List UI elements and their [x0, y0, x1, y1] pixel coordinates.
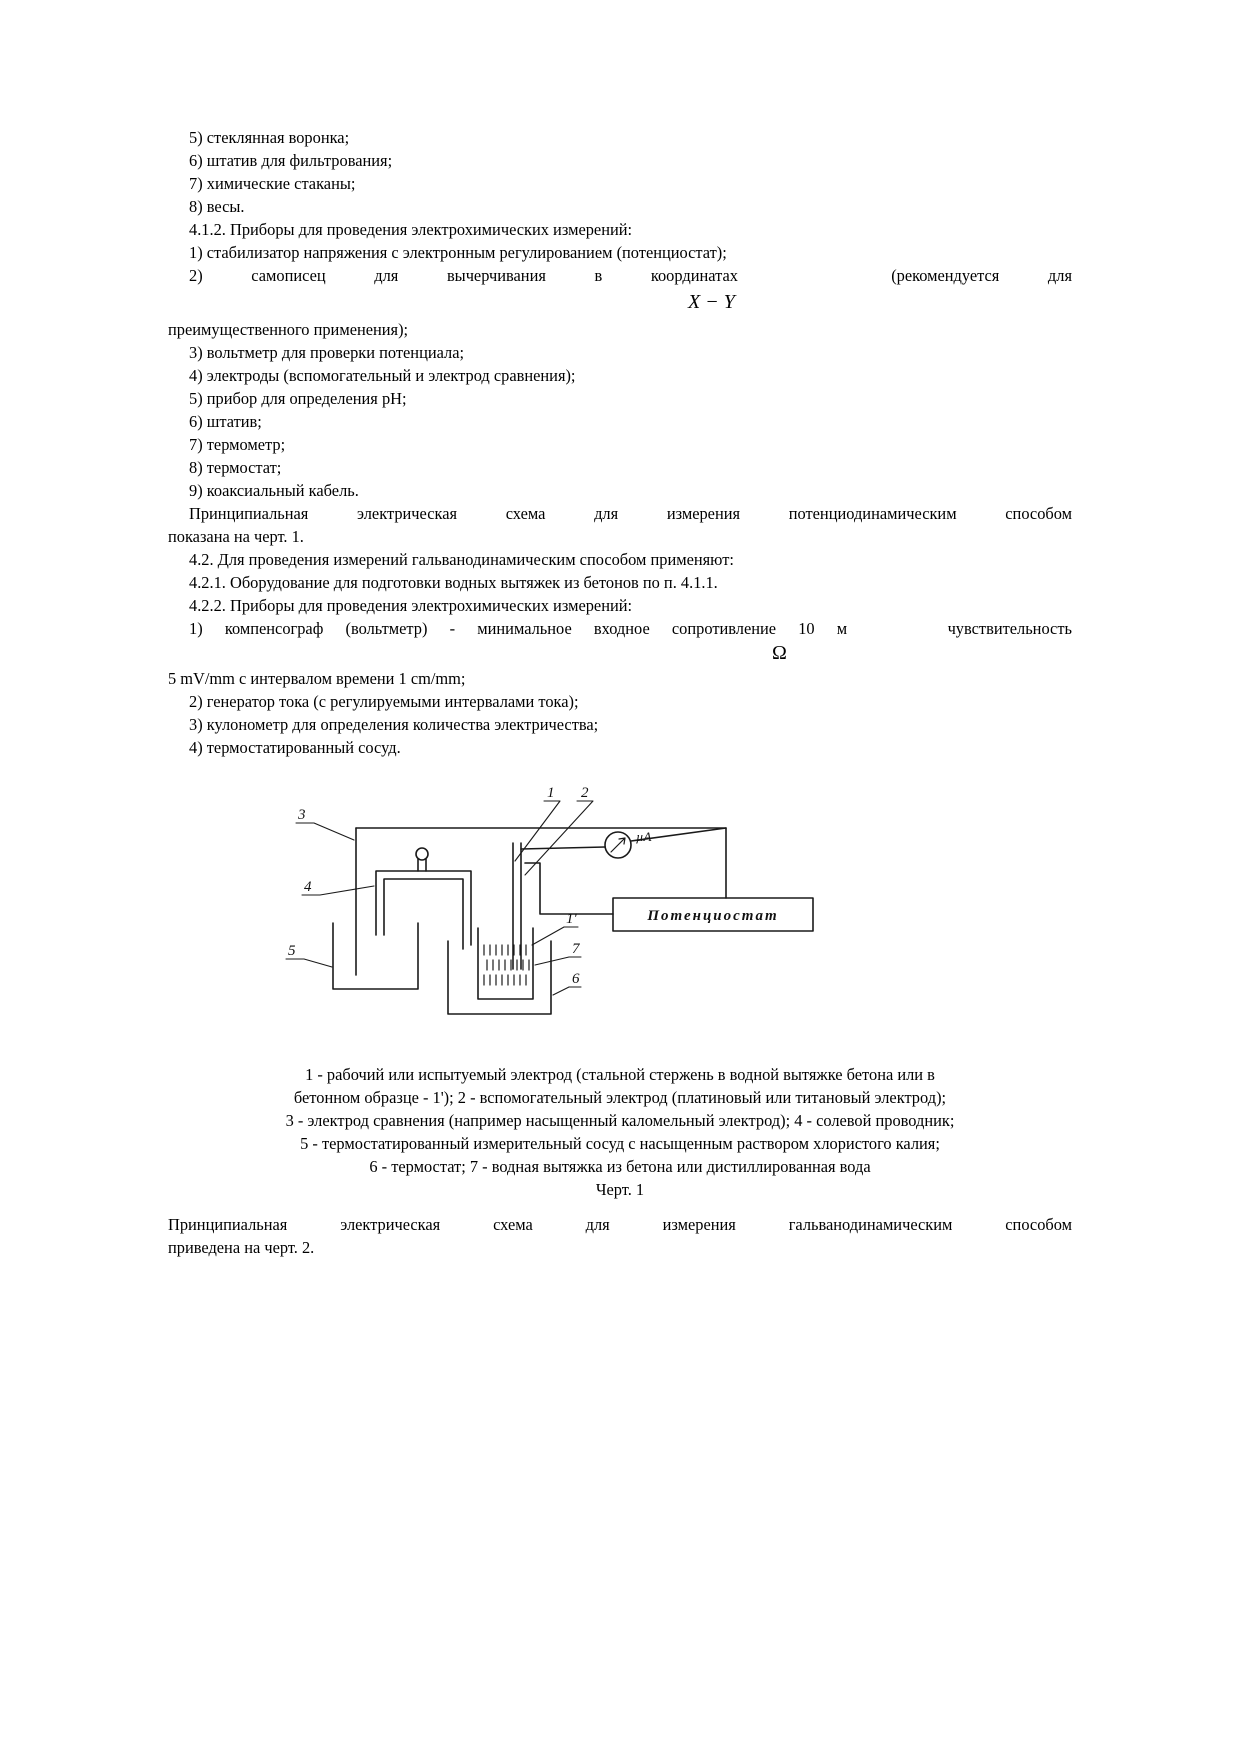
salt-bridge-outer: [376, 871, 471, 945]
text-line: 9) коаксиальный кабель.: [189, 481, 359, 500]
figure-caption: [168, 1063, 1072, 1201]
formula-xy: X − Y: [688, 291, 735, 313]
text-segment: 2) самописец для вычерчивания в координатах: [189, 266, 738, 285]
caption-line: 5 - термостатированный измерительный сосуд с насыщенным раствором хлористого калия;: [300, 1134, 940, 1153]
text-line: 4.2.1. Оборудование для подготовки водных вытяжек из бетонов по п. 4.1.1.: [189, 573, 718, 592]
leader-4: [302, 886, 374, 895]
potentiostat-label: Потенциостат: [647, 908, 779, 924]
text-line: 5) стеклянная воронка;: [189, 128, 350, 147]
text-line: 2) генератор тока (с регулируемыми интервалами тока);: [189, 692, 579, 711]
text-line: 6) штатив;: [189, 412, 262, 431]
text-line: Принципиальная электрическая схема для измерения гальванодинамическим способом: [168, 1215, 1072, 1234]
text-segment: чувствительность: [947, 619, 1072, 638]
figure-label-6: 6: [572, 971, 580, 987]
microammeter-needle: [611, 838, 625, 852]
figure-number: Черт. 1: [595, 1180, 645, 1199]
text-line: 3) кулонометр для определения количества электричества;: [189, 715, 599, 734]
text-line: 4) электроды (вспомогательный и электрод сравнения);: [189, 366, 576, 385]
figure-label-1: 1: [547, 785, 555, 801]
salt-bridge-inner: [384, 879, 463, 949]
thermostat-vessel: [448, 941, 551, 1014]
caption-line: 3 - электрод сравнения (например насыщенный каломельный электрод); 4 - солевой проводник;: [285, 1111, 955, 1130]
text-segment: 1) компенсограф (вольтметр) - минимальное входное сопротивление 10 м: [189, 619, 848, 638]
box-to-cell-wire: [525, 863, 613, 914]
closing-paragraph: [168, 1213, 1072, 1259]
caption-line: бетонном образце - 1'); 2 - вспомогательный электрод (платиновый или титановый электрод);: [293, 1088, 947, 1107]
text-line: преимущественного применения);: [168, 320, 409, 339]
leader-6: [553, 987, 581, 995]
formula-line-omega: [168, 640, 1072, 667]
salt-bridge-funnel-bulb: [416, 848, 428, 860]
top-wire: [356, 828, 726, 898]
figure-label-7: 7: [572, 941, 580, 957]
text-line: приведена на черт. 2.: [168, 1238, 315, 1257]
leader-5: [286, 959, 332, 967]
leader-1: [515, 801, 560, 861]
text-line: 5) прибор для определения pH;: [189, 389, 407, 408]
liquid-hatching: [484, 945, 529, 985]
leader-3: [296, 823, 354, 840]
text-line: 6) штатив для фильтрования;: [189, 151, 393, 170]
text-segment: (рекомендуется для: [891, 266, 1072, 285]
figure-label-3: 3: [298, 807, 306, 823]
figure-label-2: 2: [581, 785, 589, 801]
text-line-recorder: [168, 264, 1072, 287]
figure-label-5: 5: [288, 943, 296, 959]
text-line: 4.2. Для проведения измерений гальванодинамическим способом применяют:: [189, 550, 734, 569]
figure-label-4: 4: [304, 879, 312, 895]
formula-omega: Ω: [772, 642, 787, 664]
text-line-compensograph: [168, 617, 1072, 640]
text-line: показана на черт. 1.: [168, 527, 304, 546]
text-line: 4) термостатированный сосуд.: [189, 738, 401, 757]
text-line: 7) химические стаканы;: [189, 174, 356, 193]
figure-label-1prime: 1': [566, 911, 577, 927]
text-line: 4.1.2. Приборы для проведения электрохимических измерений:: [189, 220, 633, 239]
text-line: 3) вольтметр для проверки потенциала;: [189, 343, 465, 362]
meter-wire-left: [521, 847, 605, 849]
text-line: 8) весы.: [189, 197, 245, 216]
leader-2: [525, 801, 593, 875]
text-line: 1) стабилизатор напряжения с электронным регулированием (потенциостат);: [189, 243, 727, 262]
text-line: 4.2.2. Приборы для проведения электрохимических измерений:: [189, 596, 633, 615]
text-line: 7) термометр;: [189, 435, 286, 454]
caption-line: 6 - термостат; 7 - водная вытяжка из бетона или дистиллированная вода: [369, 1157, 871, 1176]
text-line: 5 mV/mm с интервалом времени 1 cm/mm;: [168, 669, 466, 688]
text-line: 8) термостат;: [189, 458, 282, 477]
circuit-diagram: [278, 783, 838, 1033]
text-line: Принципиальная электрическая схема для измерения потенциодинамическим способом: [189, 504, 1072, 523]
figure-1: [278, 783, 838, 1033]
leader-7: [535, 957, 581, 965]
formula-line-xy: [168, 287, 1072, 318]
caption-line: 1 - рабочий или испытуемый электрод (стальной стержень в водной вытяжке бетона или в: [305, 1065, 935, 1084]
microammeter-label: µА: [636, 829, 652, 844]
